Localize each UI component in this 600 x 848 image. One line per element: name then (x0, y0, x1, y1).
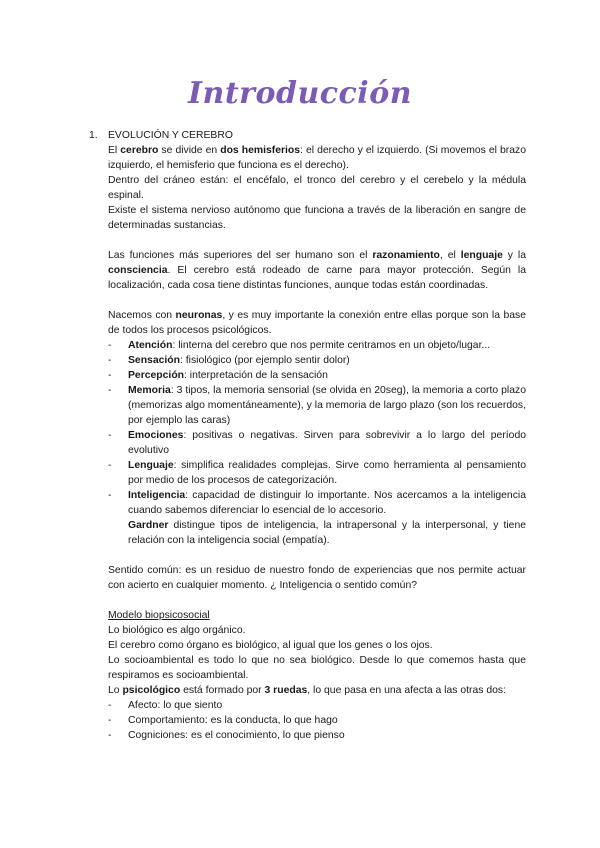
list-item: - Cogniciones: es el conocimiento, lo que pienso (128, 728, 526, 743)
list-item: - Emociones: positivas o negativas. Sirven para sobrevivir a lo largo del período evolutivo (128, 428, 526, 458)
paragraph-superior-functions: Las funciones más superiores del ser humano son el razonamiento, el lenguaje y la consciencia. El cerebro está rodeado de carne para mayor protección. Según la localización, cada cosa tiene distintas funciones, aunque todas están coordinadas. (108, 250, 526, 291)
list-item: - Sensación: fisiológico (por ejemplo sentir dolor) (128, 353, 526, 368)
list-item: - Comportamiento: es la conducta, lo que hago (128, 713, 526, 728)
gardner-note: Gardner distingue tipos de inteligencia, la intrapersonal y la interpersonal, y tiene relación con la inteligencia social (empatía). (128, 520, 526, 546)
list-item: - Afecto: lo que siento (128, 698, 526, 713)
list-item: - Memoria: 3 tipos, la memoria sensorial (se olvida en 20seg), la memoria a corto plazo (memorizas algo momentáneamente), y la memoria de largo plazo (son los recuerdos, por ejemplo las caras) (128, 383, 526, 428)
list-item: - Atención: linterna del cerebro que nos permite centramos en un objeto/lugar... (128, 338, 526, 353)
paragraph-biological: Lo biológico es algo orgánico. (108, 625, 246, 636)
wheels-list (108, 698, 526, 743)
paragraph-brain-organ: El cerebro como órgano es biológico, al igual que los genes o los ojos. (108, 640, 433, 651)
list-item: - Percepción: interpretación de la sensación (128, 368, 526, 383)
paragraph-nervous-system: Existe el sistema nervioso autónomo que funciona a través de la liberación en sangre de determinadas sustancias. (108, 205, 526, 231)
subsection-heading: Modelo biopsicosocial (108, 610, 210, 621)
list-item: - Lenguaje: simplifica realidades complejas. Sirve como herramienta al pensamiento por medio de los procesos de categorización. (128, 458, 526, 488)
document-body (89, 128, 526, 743)
section-number: 1. (89, 130, 98, 141)
section-heading (89, 128, 526, 143)
paragraph-psychological: Lo psicológico está formado por 3 ruedas, lo que pasa en una afecta a las otras dos: (108, 685, 506, 696)
paragraph-skull: Dentro del cráneo están: el encéfalo, el tronco del cerebro y el cerebelo y la médula espinal. (108, 175, 526, 201)
page-title: Introducción (187, 76, 413, 111)
paragraph-common-sense: Sentido común: es un residuo de nuestro fondo de experiencias que nos permite actuar con acierto en cualquier momento. ¿ Inteligencia o sentido común? (108, 565, 526, 591)
list-item: - Inteligencia: capacidad de distinguir lo importante. Nos acercamos a la inteligencia cuando sabemos diferenciar lo esencial de lo accesorio. Gardner distingue tipos de inteligencia, la intrapersonal y la interpersonal, y tiene relación con la inteligencia social (empatía). (128, 488, 526, 548)
process-list (108, 338, 526, 548)
paragraph-hemispheres: El cerebro se divide en dos hemisferios: el derecho y el izquierdo. (Si movemos el brazo izquierdo, el hemisferio que funciona es el derecho). (108, 145, 526, 171)
paragraph-neurons: Nacemos con neuronas, y es muy importante la conexión entre ellas porque son la base de todos los procesos psicológicos. (108, 310, 526, 336)
paragraph-socioenvironmental: Lo socioambiental es todo lo que no sea biológico. Desde lo que comemos hasta que respiramos es socioambiental. (108, 655, 526, 681)
section-title: EVOLUCIÓN Y CEREBRO (108, 130, 233, 141)
